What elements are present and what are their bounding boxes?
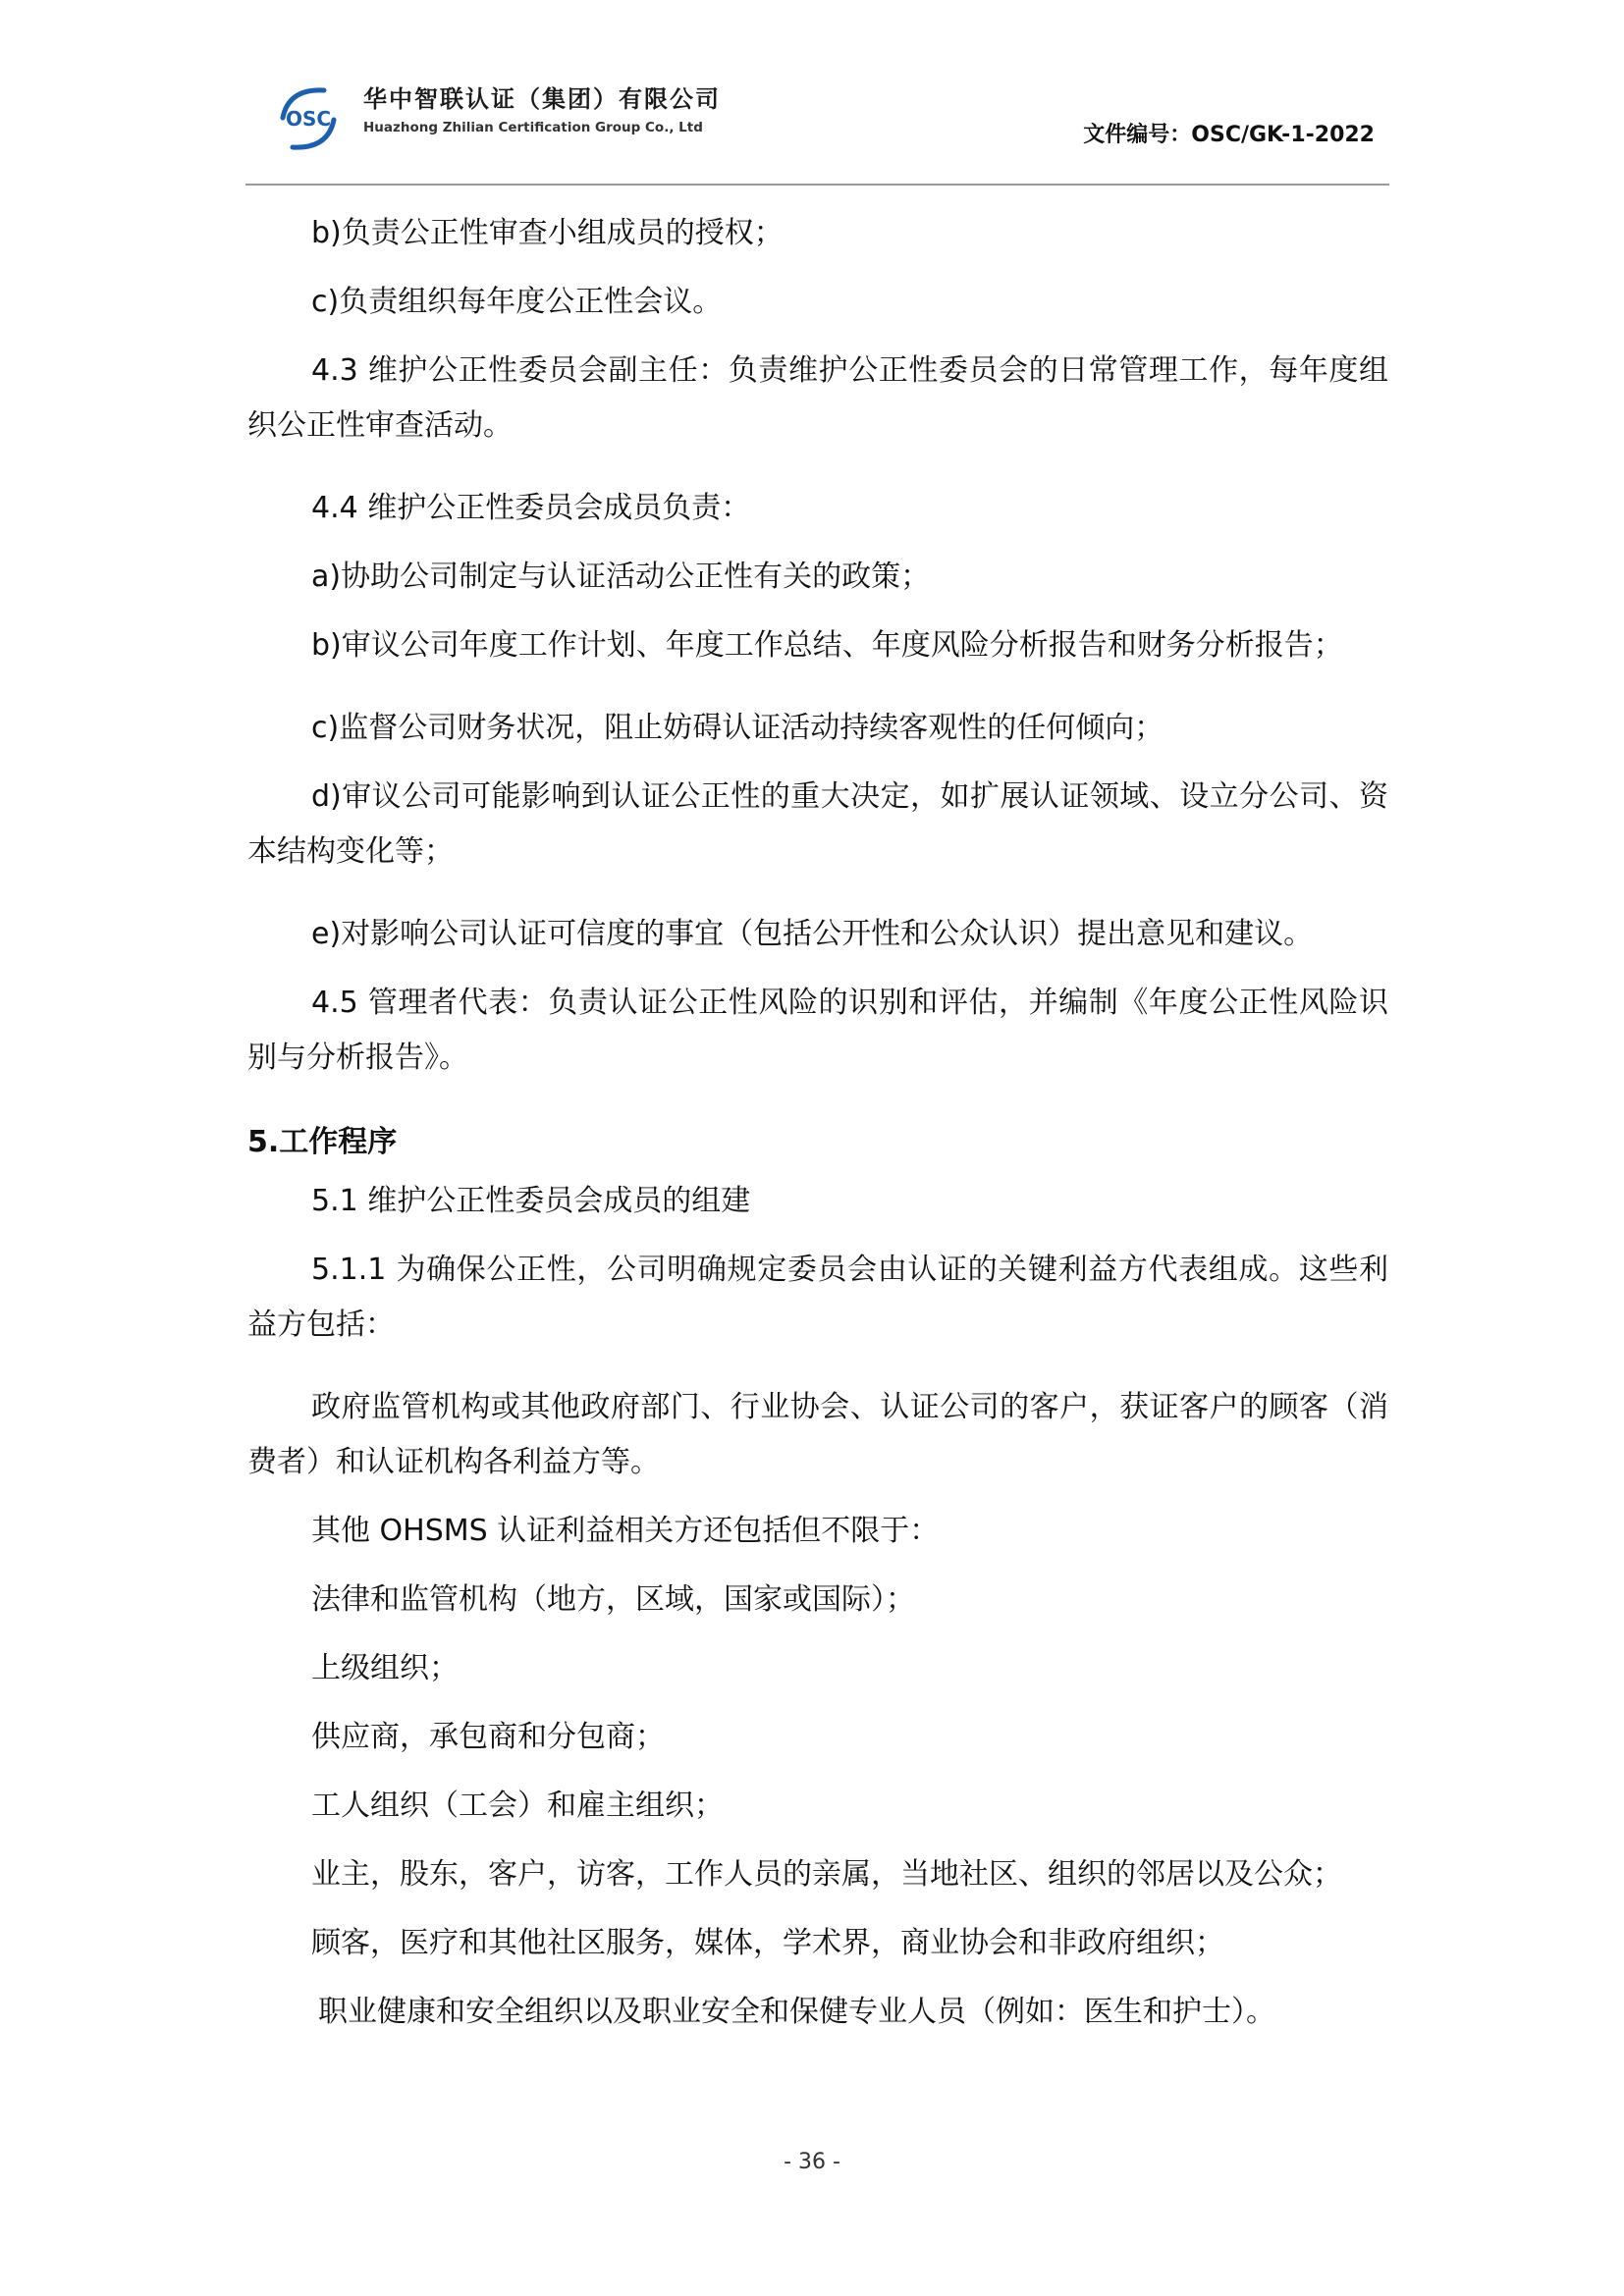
paragraph: c)负责组织每年度公正性会议。 — [311, 285, 723, 319]
page-number: - 36 - — [784, 2150, 840, 2174]
paragraph: a)协助公司制定与认证活动公正性有关的政策； — [311, 560, 931, 594]
company-name-en: Huazhong Zhilian Certification Group Co., Ltd — [363, 120, 703, 135]
list-item: 供应商，承包商和分包商； — [311, 1720, 665, 1754]
paragraph: 4.3 维护公正性委员会副主任：负责维护公正性委员会的日常管理工作，每年度组织公正性审查活动。 — [247, 353, 1388, 443]
company-logo-icon — [275, 79, 342, 157]
paragraph: 5.1.1 为确保公正性，公司明确规定委员会由认证的关键利益方代表组成。这些利益方包括： — [247, 1253, 1388, 1342]
paragraph: 4.5 管理者代表：负责认证公正性风险的识别和评估，并编制《年度公正性风险识别与分析报告》。 — [247, 986, 1388, 1075]
list-item: 业主，股东，客户，访客，工作人员的亲属，当地社区、组织的邻居以及公众； — [311, 1857, 1342, 1892]
header-divider — [245, 184, 1389, 186]
list-item: 法律和监管机构（地方，区域，国家或国际）； — [311, 1582, 915, 1617]
document-number-value: OSC/GK-1-2022 — [1191, 123, 1375, 147]
section-heading: 5.工作程序 — [247, 1125, 398, 1159]
paragraph: 5.1 维护公正性委员会成员的组建 — [311, 1184, 751, 1218]
paragraph: e)对影响公司认证可信度的事宜（包括公开性和公众认识）提出意见和建议。 — [311, 917, 1314, 951]
list-item: 顾客，医疗和其他社区服务，媒体，学术界，商业协会和非政府组织； — [311, 1926, 1224, 1960]
paragraph: 政府监管机构或其他政府部门、行业协会、认证公司的客户，获证客户的顾客（消费者）和认证机构各利益方等。 — [247, 1390, 1388, 1479]
page-header — [245, 67, 1389, 185]
document-number-label: 文件编号： — [1083, 123, 1192, 147]
logo-text: OSC — [285, 107, 332, 131]
company-name-cn: 华中智联认证（集团）有限公司 — [363, 85, 721, 113]
document-number — [1083, 118, 1375, 148]
paragraph: c)监督公司财务状况，阻止妨碍认证活动持续客观性的任何倾向； — [311, 711, 1164, 745]
list-item: 上级组织； — [311, 1651, 459, 1685]
list-item: 职业健康和安全组织以及职业安全和保健专业人员（例如：医生和护士）。 — [318, 1995, 1275, 2029]
document-body — [247, 206, 1388, 2040]
paragraph: d)审议公司可能影响到认证公正性的重大决定，如扩展认证领域、设立分公司、资本结构变化等； — [247, 779, 1388, 869]
paragraph: 其他 OHSMS 认证利益相关方还包括但不限于： — [311, 1514, 940, 1548]
paragraph: 4.4 维护公正性委员会成员负责： — [311, 491, 751, 525]
paragraph: b)负责公正性审查小组成员的授权； — [311, 216, 784, 250]
paragraph: b)审议公司年度工作计划、年度工作总结、年度风险分析报告和财务分析报告； — [311, 628, 1343, 663]
list-item: 工人组织（工会）和雇主组织； — [311, 1789, 724, 1823]
